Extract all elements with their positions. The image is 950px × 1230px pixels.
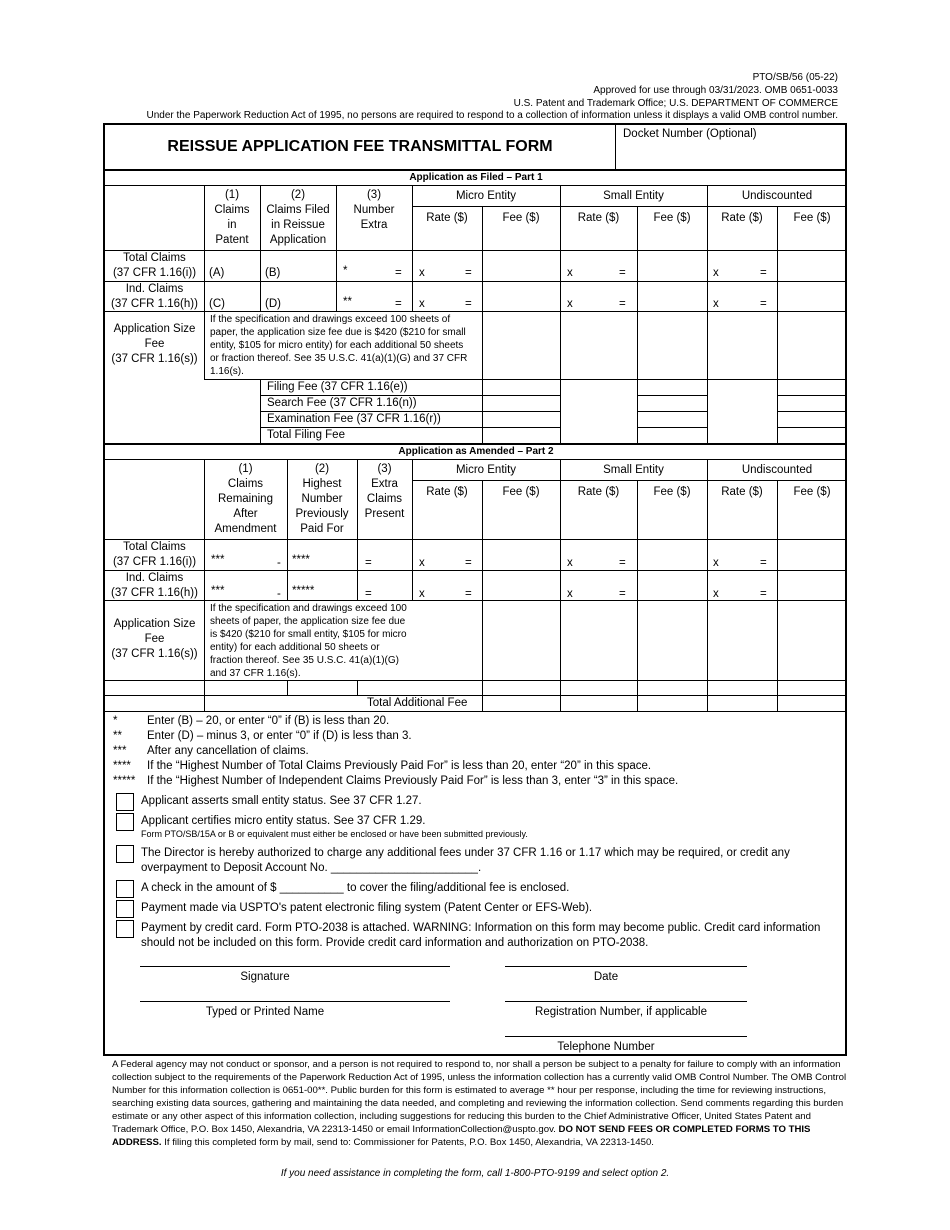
signature-line[interactable] [140,966,450,967]
date-label: Date [593,971,619,983]
x: x [713,267,719,279]
p2-small-rate: Rate ($) [577,486,620,498]
form-title: REISSUE APPLICATION FEE TRANSMITTAL FORM [167,138,553,155]
credit-card-text: Payment by credit card. Form PTO-2038 is attached. WARNING: Information on this form may become public. Credit card information should not be included on this form. Provide credit card information and authorization on PTO-2038. [141,922,821,949]
name-label: Typed or Printed Name [205,1006,325,1018]
check-payment-checkbox[interactable] [116,880,134,898]
eq: = [760,298,767,310]
filing-fee: Filing Fee (37 CFR 1.16(e)) [267,381,408,393]
approval-line: Approved for use through 03/31/2023. OMB 0651-0033 [593,85,838,96]
star4: **** [292,554,310,566]
p2-total-claims-label: Total Claims (37 CFR 1.16(i)) [112,541,197,568]
burden-statement: A Federal agency may not conduct or sponsor, and a person is not required to respond to, nor shall a person be subject to a penalty for failure to comply with an information collection subject to the requirements of the Paperwork Reduction Act of 1995, unless the information collection has a currently valid OMB Control Number. The OMB Control Number for this information collection is 0651-00**. Public burden for this form is estimated to average ** hour per response, including the time for reviewing instructions, searching existing data sources, gathering and maintaining the data needed, and completing and reviewing the information collection. Send comments regarding this burden estimate or any other aspect of this information collection, including suggestions for reducing this burden to the Chief Administrative Officer, United States Patent and Trademark Office, P.O. Box 1450, Alexandria, VA 22313-1450 or email InformationCollection@uspto.gov. DO NOT SEND FEES OR COMPLETED FORMS TO THIS ADDRESS. If filing this completed form by mail, send to: Commissioner for Patents, P.O. Box 1450, Alexandria, VA 22313-1450. [112,1059,847,1148]
exam-fee: Examination Fee (37 CFR 1.16(r)) [267,413,441,425]
p1-col2-header: (2) Claims Filed in Reissue Application [266,189,330,246]
x: x [567,298,573,310]
eq: = [465,588,472,600]
director-auth-checkbox[interactable] [116,845,134,863]
eq: = [465,267,472,279]
x: x [567,588,573,600]
p1-small-rate: Rate ($) [577,212,620,224]
eq: = [619,267,626,279]
p2-undisc-rate: Rate ($) [721,486,763,498]
note-2: ** Enter (D) – minus 3, or enter “0” if (D) is less than 3. [113,730,412,742]
p2-micro-header: Micro Entity [455,464,517,476]
p2-undisc-fee: Fee ($) [793,486,831,498]
p2-col2-header: (2) Highest Number Previously Paid For [295,463,349,535]
phone-line[interactable] [505,1036,747,1037]
x: x [419,267,425,279]
x: x [567,267,573,279]
micro-entity-text: Applicant certifies micro entity status. See 37 CFR 1.29. [141,815,426,827]
eq: = [619,298,626,310]
check-payment-text: A check in the amount of $ __________ to cover the filing/additional fee is enclosed. [141,882,570,894]
form-id: PTO/SB/56 (05-22) [752,72,838,83]
p1-col3-header: (3) Number Extra [353,189,395,231]
eq: = [365,557,372,569]
p1-col1-header: (1) Claims in Patent [214,189,250,246]
phone-label: Telephone Number [557,1041,655,1053]
x: x [713,557,719,569]
p1-micro-fee: Fee ($) [502,212,540,224]
efs-payment-checkbox[interactable] [116,900,134,918]
p2-col1-header: (1) Claims Remaining After Amendment [214,463,277,535]
x: x [713,298,719,310]
eq: = [760,267,767,279]
micro-entity-checkbox[interactable] [116,813,134,831]
label-b: (B) [265,267,281,279]
date-line[interactable] [505,966,747,967]
assistance-note: If you need assistance in completing the form, call 1-800-PTO-9199 and select option 2. [280,1168,670,1179]
star2: ** [343,296,352,308]
p1-small-header: Small Entity [603,190,664,202]
star3: *** [211,585,225,597]
part2-heading: Application as Amended – Part 2 [398,446,554,457]
total-filing-fee: Total Filing Fee [267,429,345,441]
agency-line: U.S. Patent and Trademark Office; U.S. DEPARTMENT OF COMMERCE [513,98,838,109]
eq: = [760,557,767,569]
p1-micro-header: Micro Entity [455,190,517,202]
eq: = [619,588,626,600]
note-3: *** After any cancellation of claims. [113,745,309,757]
p1-undisc-rate: Rate ($) [721,212,763,224]
eq: = [395,298,402,310]
p1-small-fee: Fee ($) [653,212,691,224]
note-1: * Enter (B) – 20, or enter “0” if (B) is less than 20. [113,715,390,727]
p2-micro-rate: Rate ($) [426,486,468,498]
star1: * [343,265,348,277]
p2-small-header: Small Entity [603,464,664,476]
p1-undisc-header: Undiscounted [741,190,813,202]
reg-line[interactable] [505,1001,747,1002]
label-a: (A) [209,267,225,279]
x: x [419,557,425,569]
small-entity-text: Applicant asserts small entity status. See 37 CFR 1.27. [141,795,422,807]
star5: ***** [292,585,315,597]
eq: = [619,557,626,569]
label-c: (C) [209,298,225,310]
x: x [567,557,573,569]
x: x [419,298,425,310]
credit-card-checkbox[interactable] [116,920,134,938]
eq: = [395,267,402,279]
form-frame [103,123,847,1056]
director-auth-text: The Director is hereby authorized to charge any additional fees under 37 CFR 1.16 or 1.17 which may be required, or credit any overpayment to Deposit Account No. _______________________. [141,847,790,874]
part1-heading: Application as Filed – Part 1 [409,172,543,183]
eq: = [760,588,767,600]
minus: - [277,588,281,600]
search-fee: Search Fee (37 CFR 1.16(n)) [267,397,417,409]
docket-number-input[interactable] [619,145,845,167]
minus: - [277,557,281,569]
p2-micro-fee: Fee ($) [502,486,540,498]
p1-undisc-fee: Fee ($) [793,212,831,224]
p1-micro-rate: Rate ($) [426,212,468,224]
p2-small-fee: Fee ($) [653,486,691,498]
p1-ind-claims-label: Ind. Claims (37 CFR 1.16(h)) [111,283,198,310]
signature-label: Signature [240,971,290,983]
eq: = [465,298,472,310]
micro-entity-subtext: Form PTO/SB/15A or B or equivalent must either be enclosed or have been submitted previously. [141,829,528,839]
p2-app-size-text: If the specification and drawings exceed 100 sheets of paper, the application size fee due is $420 ($210 for small entity, $105 for micro entity) for each additional 50 sheets or fraction thereof. See 35 U.S.C. 41(a)(1)(G) and 37 CFR 1.16(s). [210,603,407,679]
reg-label: Registration Number, if applicable [535,1006,707,1018]
x: x [419,588,425,600]
star3: *** [211,554,225,566]
p2-col3-header: (3) Extra Claims Present [364,463,405,520]
eq: = [465,557,472,569]
p1-total-claims-label: Total Claims (37 CFR 1.16(i)) [112,252,197,279]
x: x [713,588,719,600]
label-d: (D) [265,298,281,310]
name-line[interactable] [140,1001,450,1002]
eq: = [365,588,372,600]
note-5: ***** If the “Highest Number of Independent Claims Previously Paid For” is less than 3, enter “3” in this space. [113,775,679,787]
pra-notice: Under the Paperwork Reduction Act of 1995, no persons are required to respond to a collection of information unless it displays a valid OMB control number. [146,110,838,121]
p2-app-size-label: Application Size Fee (37 CFR 1.16(s)) [111,618,198,660]
total-additional-fee: Total Additional Fee [367,697,468,709]
docket-label: Docket Number (Optional) [623,128,757,140]
p2-undisc-header: Undiscounted [741,464,813,476]
p1-app-size-text: If the specification and drawings exceed 100 sheets of paper, the application size fee due is $420 ($210 for small entity, $105 for micro entity) for each additional 50 sheets or fraction thereof. See 35 U.S.C. 41(a)(1)(G) and 37 CFR 1.16(s). [210,314,468,377]
small-entity-checkbox[interactable] [116,793,134,811]
p2-ind-claims-label: Ind. Claims (37 CFR 1.16(h)) [111,572,198,599]
p1-app-size-label: Application Size Fee (37 CFR 1.16(s)) [111,323,198,365]
efs-payment-text: Payment made via USPTO's patent electronic filing system (Patent Center or EFS-Web). [141,902,593,914]
note-4: **** If the “Highest Number of Total Claims Previously Paid For” is less than 20, enter “20” in this space. [113,760,652,772]
